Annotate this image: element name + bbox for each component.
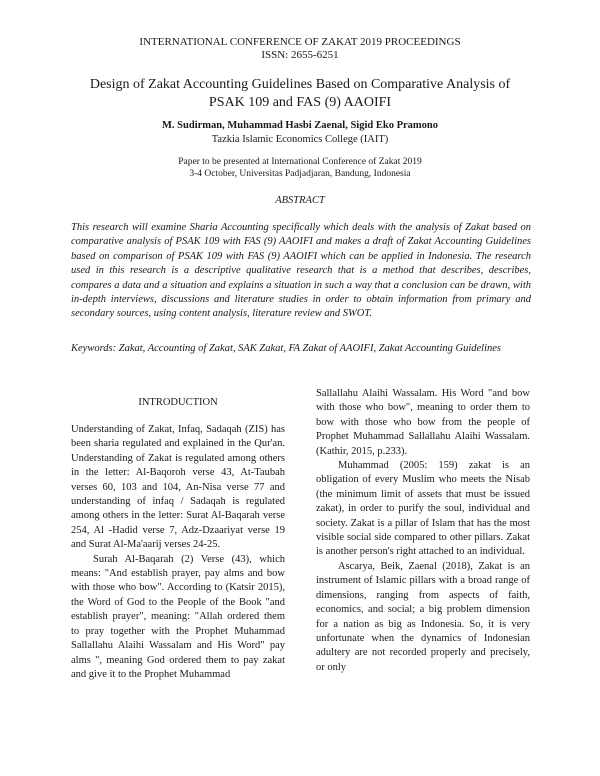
presented-line-1: Paper to be presented at International Conference of Zakat 2019 xyxy=(178,157,422,167)
presented-line-2: 3-4 October, Universitas Padjadjaran, Bandung, Indonesia xyxy=(189,169,411,179)
abstract-heading: ABSTRACT xyxy=(275,195,325,206)
affiliation: Tazkia Islamic Economics College (IAIT) xyxy=(211,134,389,145)
issn-line: ISSN: 2655-6251 xyxy=(261,49,339,61)
authors: M. Sudirman, Muhammad Hasbi Zaenal, Sigid Eko Pramono xyxy=(162,120,438,131)
right-paragraph: Sallallahu Alaihi Wassalam. His Word "and bow with those who bow", meaning to order them to bow with those who bow from the people of Prophet Muhammad Sallallahu Alaihi Wassalam. (Kathir, 2015, p.233). xyxy=(316,388,530,457)
left-column xyxy=(71,423,285,682)
keywords: Keywords: Zakat, Accounting of Zakat, SAK Zakat, FA Zakat of AAOIFI, Zakat Accounting Guidelines xyxy=(71,343,501,354)
introduction-heading: INTRODUCTION xyxy=(138,397,218,408)
title-line-2: PSAK 109 and FAS (9) AAOIFI xyxy=(208,95,392,110)
right-paragraph: Ascarya, Beik, Zaenal (2018), Zakat is an instrument of Islamic pillars with a broad range of dimensions, ranging from aspects of faith, economics, and social; a big problem dimension for a nation as big as Indonesia. So, it is very unfortunate when the dynamics of Indonesian adultery are not recorded properly and precisely, or only xyxy=(316,560,530,673)
left-paragraph: Surah Al-Baqarah (2) Verse (43), which means: "And establish prayer, pay alms and bow with those who bow". According to (Katsir 2015), the Word of God to the People of the Book "and establish prayer", meaning: "Allah ordered them to pray together with the Prophet Muhammad Sallallahu Alaihi Wassalam and His Word" pay alms ", meaning God ordered them to pay zakat and give it to the Prophet Muhammad xyxy=(71,553,285,680)
left-paragraph: Understanding of Zakat, Infaq, Sadaqah (ZIS) has been sharia regulated and explained in the Qur'an. Understanding of Zakat is regulated among others in the letter: Al-Baqoroh verse 43, At-Taubah verses 60, 103 and 104, An-Nisa verse 77 and understanding of infaq / Sadaqah is regulated among others in the letter: Surat Al-Baqarah verse 254, Al -Hadid verse 7, Adz-Dzaariyat verse 19 and Surat Al-Ma'aarij verses 24-25. xyxy=(71,424,285,551)
right-column xyxy=(316,387,530,675)
title-line-1: Design of Zakat Accounting Guidelines Based on Comparative Analysis of xyxy=(89,77,511,92)
right-paragraph: Muhammad (2005: 159) zakat is an obligation of every Muslim who meets the Nisab (the minimum limit of assets that must be issued zakat), in order to purify the soul, individual and society. Zakat is a pillar of Islam that has the most visible social side compared to other pillars. Zakat is another person's right attached to an individual. xyxy=(316,460,530,558)
paper-title xyxy=(60,76,540,112)
abstract-text: This research will examine Sharia Accounting specifically which deals with the analysis of Zakat based on comparative analysis of PSAK 109 with FAS (9) AAOIFI and makes a draft of Zakat Accounting Guidelines based on comparison of PSAK 109 with FAS (9) AAOIFI which can be applied in Indonesia. The research used in this research is a descriptive qualitative research that is a method that describes, describes, compares a data and a situation and explains a situation in such a way that a conclusion can be drawn, with in-depth interviews, discussions and literature studies in order to obtain information from primary and secondary sources, using content analysis, literature review and SWOT. xyxy=(71,222,531,320)
conference-header: INTERNATIONAL CONFERENCE OF ZAKAT 2019 PROCEEDINGS xyxy=(139,36,461,48)
